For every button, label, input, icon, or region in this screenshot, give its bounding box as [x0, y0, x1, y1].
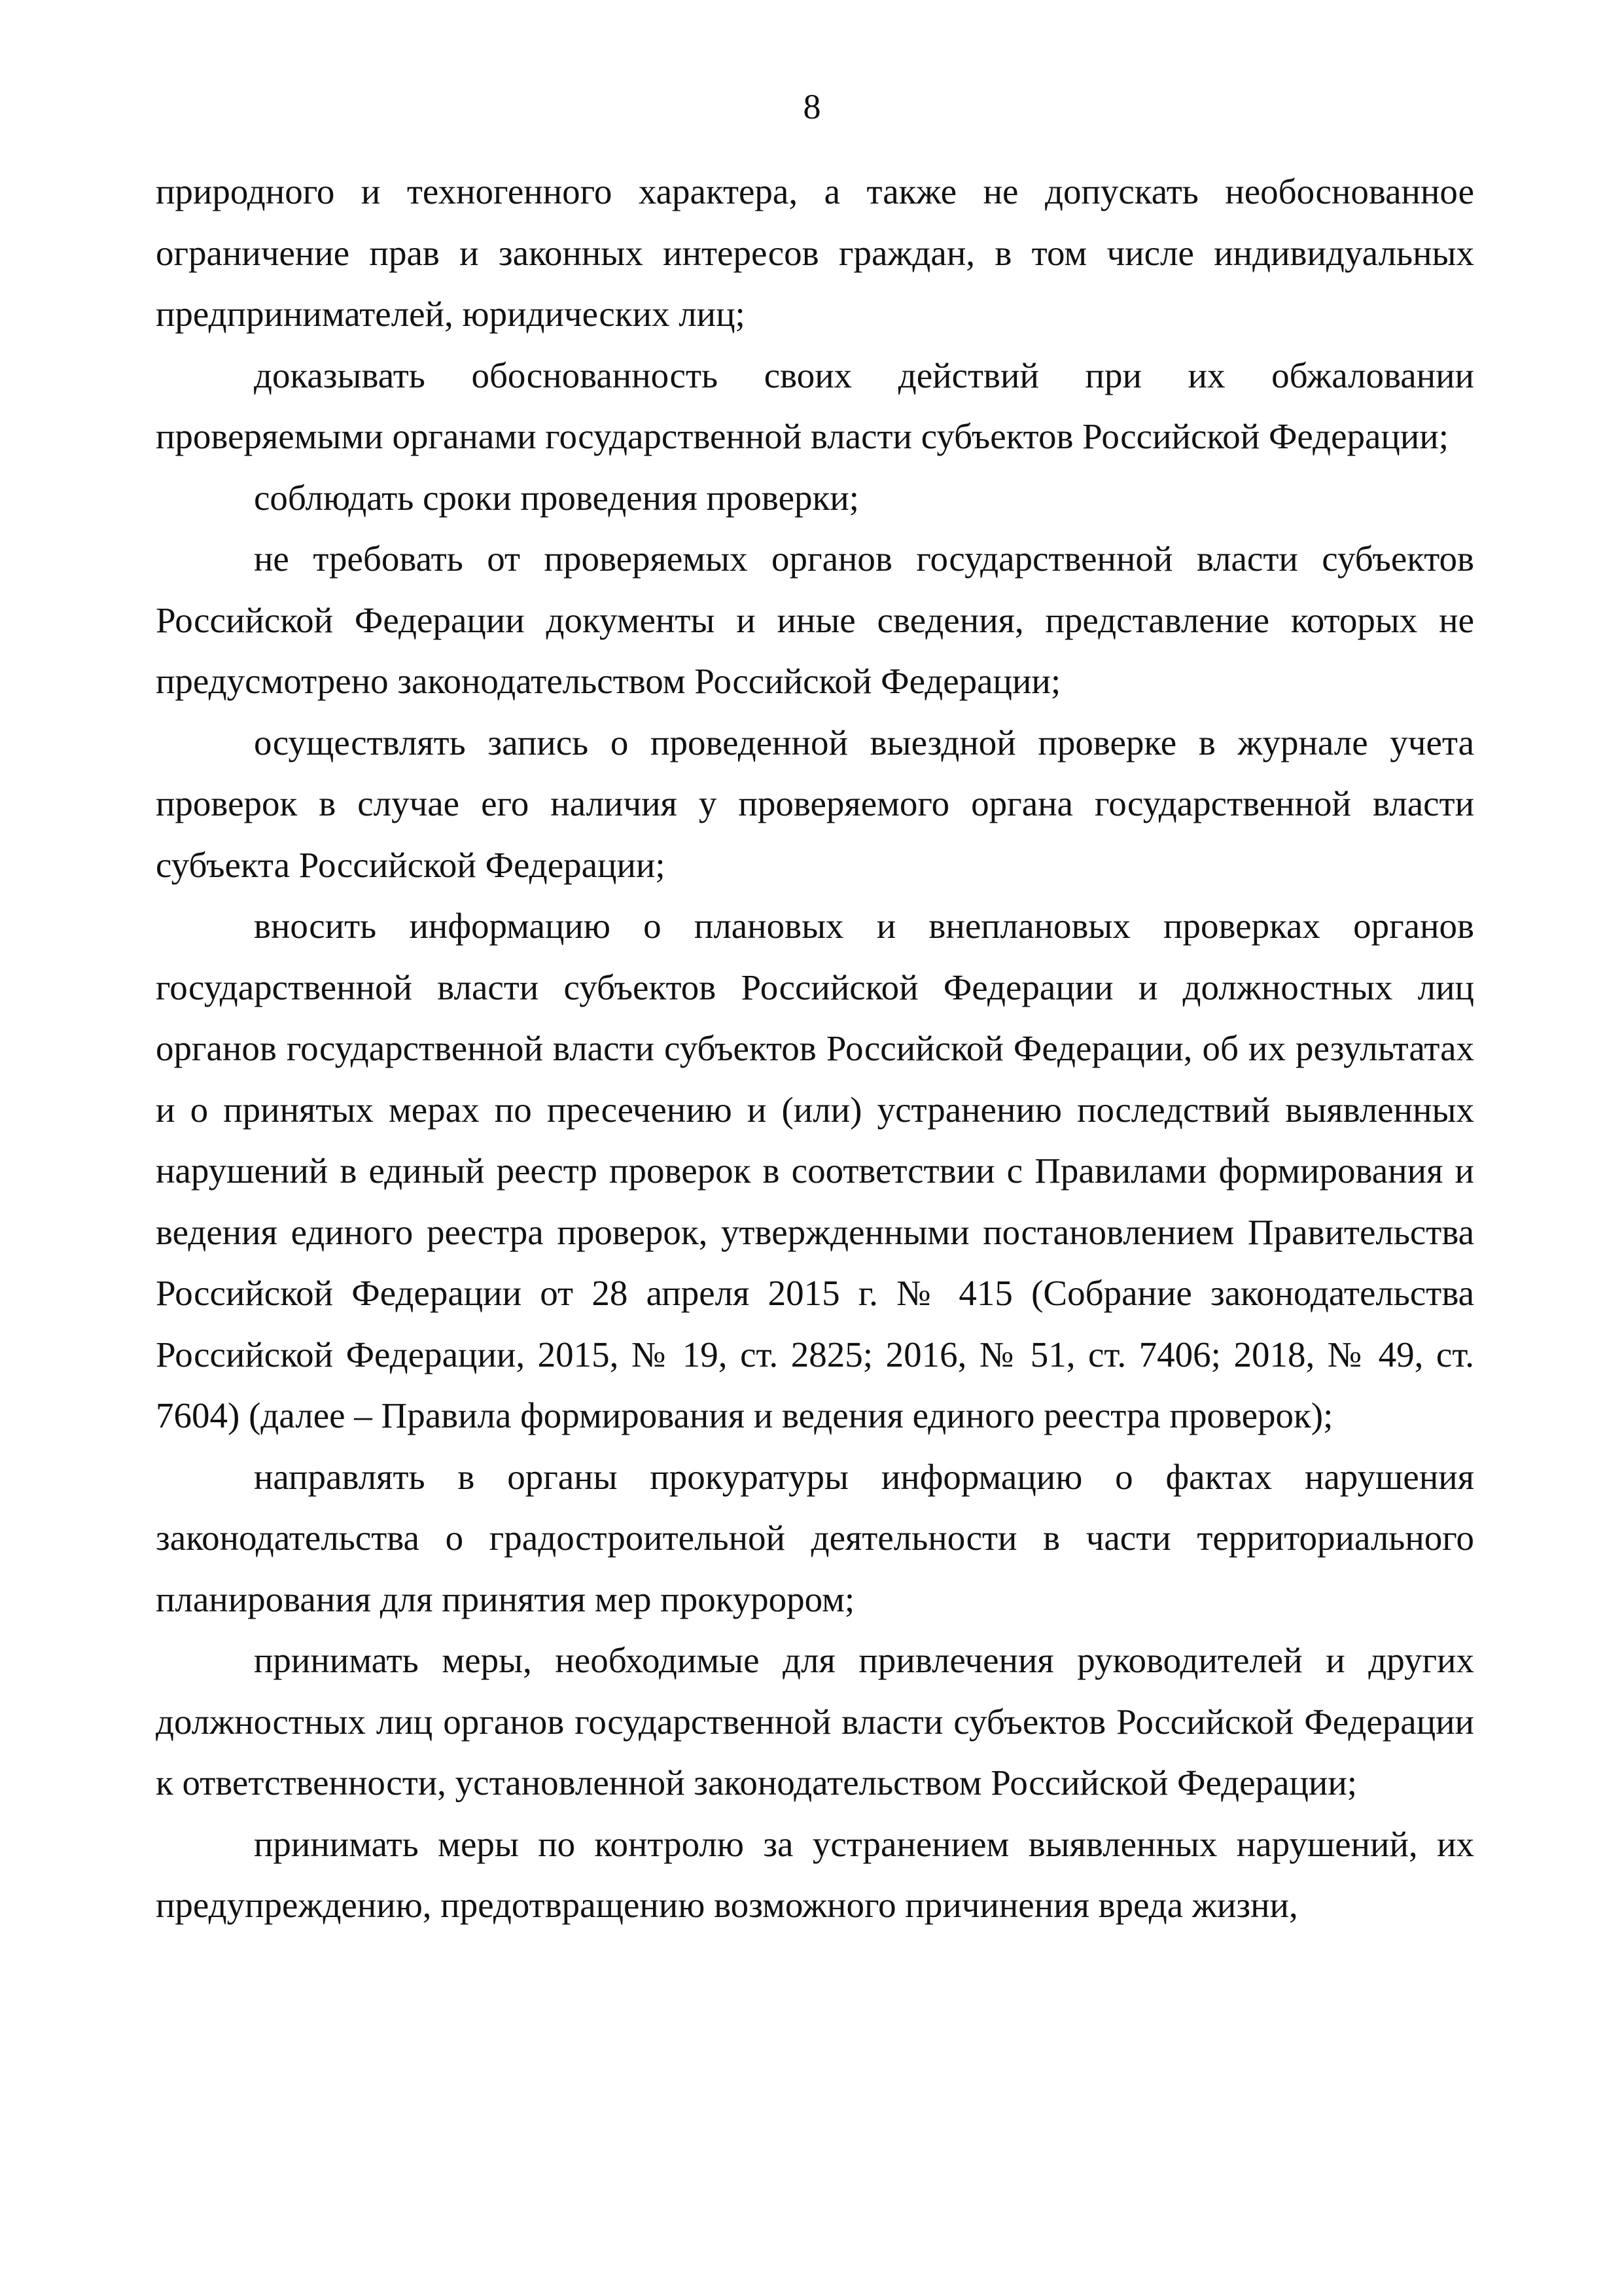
paragraph-4: не требовать от проверяемых органов государственной власти субъектов Российской Федерации документы и иные сведения, представление которых не предусмотрено законодательством Российской Федерации;: [156, 539, 1474, 701]
paragraph-7: направлять в органы прокуратуры информацию о фактах нарушения законодательства о градостроительной деятельности в части территориального планирования для принятия мер прокурором;: [156, 1456, 1474, 1619]
paragraph-9: принимать меры по контролю за устранением выявленных нарушений, их предупреждению, предотвращению возможного причинения вреда жизни,: [156, 1823, 1474, 1925]
document-body: [156, 161, 1474, 1936]
paragraph-5: осуществлять запись о проведенной выездной проверке в журнале учета проверок в случае его наличия у проверяемого органа государственной власти субъекта Российской Федерации;: [156, 722, 1474, 885]
paragraph-1: природного и техногенного характера, а также не допускать необоснованное ограничение прав и законных интересов граждан, в том числе индивидуальных предпринимателей, юридических лиц;: [156, 171, 1474, 334]
paragraph-8: принимать меры, необходимые для привлечения руководителей и других должностных лиц органов государственной власти субъектов Российской Федерации к ответственности, установленной законодательством Российской Федерации;: [156, 1640, 1474, 1803]
paragraph-2: доказывать обоснованность своих действий при их обжаловании проверяемыми органами государственной власти субъектов Российской Федерации;: [156, 355, 1474, 456]
paragraph-3: соблюдать сроки проведения проверки;: [254, 477, 859, 518]
page-number: 8: [803, 87, 821, 126]
paragraph-6: вносить информацию о плановых и внеплановых проверках органов государственной власти субъектов Российской Федерации и должностных лиц органов государственной власти субъектов Российской Федерации, об их результатах и о принятых мерах по пресечению и (или) устранению последствий выявленных нарушений в единый реестр проверок в соответствии с Правилами формирования и ведения единого реестра проверок, утвержденными постановлением Правительства Российской Федерации от 28 апреля 2015 г. № 415 (Собрание законодательства Российской Федерации, 2015, № 19, ст. 2825; 2016, № 51, ст. 7406; 2018, № 49, ст. 7604) (далее – Правила формирования и ведения единого реестра проверок);: [156, 906, 1474, 1435]
